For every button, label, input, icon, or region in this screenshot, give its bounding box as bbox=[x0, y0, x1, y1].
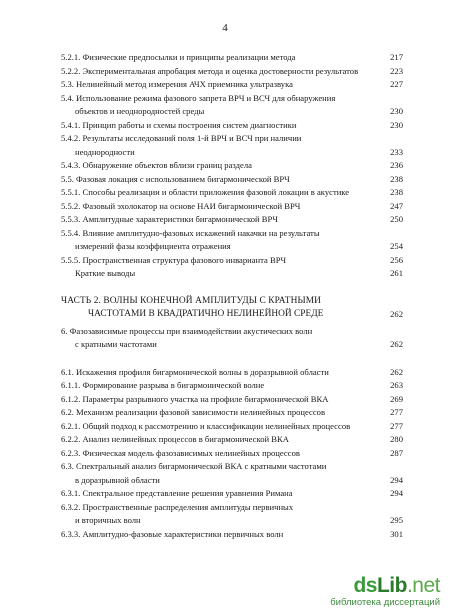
toc-entry-page: 238 bbox=[390, 173, 403, 184]
toc-entry-title: 5.4. Использование режима фазового запрета ВРЧ и ВСЧ для обнаружения bbox=[61, 92, 336, 103]
toc-entry-page: 230 bbox=[390, 119, 403, 130]
toc-entry-title: 6.1.1. Формирование разрыва в бигармонической волне bbox=[61, 380, 265, 390]
toc-entry-title: 5.2.1. Физические предпосылки и принципы реализации метода bbox=[61, 52, 296, 62]
toc-entry-title: 5.4.2. Результаты исследований поля 1-й ВРЧ и ВСЧ при наличии bbox=[61, 133, 302, 143]
toc-entry-summary bbox=[0, 267, 450, 281]
watermark-logo-lib: Lib bbox=[376, 574, 407, 597]
toc-entry-page: 277 bbox=[390, 407, 403, 417]
toc-entry-continuation bbox=[0, 146, 450, 160]
toc-entry-page: 233 bbox=[390, 146, 403, 157]
table-of-contents bbox=[0, 51, 450, 541]
toc-entry-page: 262 bbox=[390, 309, 403, 319]
toc-entry bbox=[0, 51, 450, 65]
toc-entry bbox=[0, 173, 450, 187]
toc-entry-page: 256 bbox=[390, 254, 403, 265]
toc-entry bbox=[0, 92, 450, 106]
page-number: 4 bbox=[222, 22, 228, 34]
toc-entry-title: объектов и неоднородностей среды bbox=[75, 106, 205, 116]
toc-entry-title: ЧАСТОТАМИ В КВАДРАТИЧНО НЕЛИНЕЙНОЙ СРЕДЕ bbox=[88, 309, 324, 319]
spacer bbox=[0, 281, 450, 295]
toc-entry bbox=[0, 501, 450, 515]
toc-entry-title: 6.3.3. Амплитудно-фазовые характеристики первичных волн bbox=[61, 528, 284, 539]
toc-chapter bbox=[0, 325, 450, 339]
toc-entry bbox=[0, 379, 450, 393]
toc-entry-title: Краткие выводы bbox=[75, 268, 136, 278]
toc-entry-title: 5.5.2. Фазовый эхолокатор на основе НАИ бигармонической ВРЧ bbox=[61, 200, 301, 211]
toc-entry-title: 5.4.1. Принцип работы и схемы построения систем диагностики bbox=[61, 119, 297, 130]
toc-entry-title: с кратными частотами bbox=[75, 339, 157, 349]
toc-entry bbox=[0, 132, 450, 146]
toc-entry-title: и вторичных волн bbox=[75, 515, 141, 525]
toc-entry-continuation bbox=[0, 474, 450, 488]
toc-entry-title: 5.5.3. Амплитудные характеристики бигармонической ВРЧ bbox=[61, 214, 278, 224]
toc-entry bbox=[0, 213, 450, 227]
toc-entry bbox=[0, 159, 450, 173]
toc-entry-page: 250 bbox=[390, 214, 403, 224]
toc-entry-page: 223 bbox=[390, 65, 403, 76]
toc-entry-title: 6.1. Искажения профиля бигармонической волны в доразрывной области bbox=[61, 366, 329, 377]
spacer bbox=[0, 352, 450, 366]
toc-entry-page: 227 bbox=[390, 79, 403, 89]
toc-entry-page: 230 bbox=[390, 106, 403, 116]
toc-entry-page: 280 bbox=[390, 434, 403, 444]
toc-entry-page: 238 bbox=[390, 187, 403, 197]
toc-entry-page: 261 bbox=[390, 268, 403, 278]
toc-entry-page: 269 bbox=[390, 393, 403, 404]
toc-entry bbox=[0, 433, 450, 447]
toc-entry-title: 6.3.2. Пространственные распределения амплитуды первичных bbox=[61, 501, 294, 512]
toc-entry-title: неоднородности bbox=[75, 146, 135, 157]
toc-entry bbox=[0, 420, 450, 434]
toc-entry bbox=[0, 186, 450, 200]
watermark-logo-net: .net bbox=[406, 574, 440, 597]
toc-entry-title: 5.5. Фазовая локация с использованием бигармонической ВРЧ bbox=[61, 173, 290, 184]
toc-entry-page: 301 bbox=[390, 528, 403, 539]
toc-entry bbox=[0, 393, 450, 407]
toc-entry-title: 6.1.2. Параметры разрывного участка на профиле бигармонической ВКА bbox=[61, 393, 329, 404]
toc-entry bbox=[0, 200, 450, 214]
toc-entry bbox=[0, 366, 450, 380]
toc-entry-page: 254 bbox=[390, 241, 403, 251]
toc-entry bbox=[0, 528, 450, 542]
watermark-logo-ds: ds bbox=[353, 574, 377, 597]
toc-entry-page: 294 bbox=[390, 474, 403, 485]
toc-entry-title: 6.2.3. Физическая модель фазозависимых нелинейных процессов bbox=[61, 447, 300, 458]
toc-entry-title: 6.3.1. Спектральное представление решения уравнения Римана bbox=[61, 488, 293, 498]
toc-entry-page: 217 bbox=[390, 52, 403, 62]
toc-entry bbox=[0, 487, 450, 501]
toc-entry-title: 6.2. Механизм реализации фазовой зависимости нелинейных процессов bbox=[61, 407, 326, 417]
site-watermark bbox=[330, 575, 440, 608]
toc-entry-title: 5.3. Нелинейный метод измерения АЧХ приемника ультразвука bbox=[61, 79, 293, 89]
toc-entry-title: 6.2.2. Анализ нелинейных процессов в бигармонической ВКА bbox=[61, 434, 289, 444]
toc-part-heading-continuation bbox=[0, 308, 450, 322]
toc-entry-continuation bbox=[0, 240, 450, 254]
toc-part-heading bbox=[0, 295, 450, 309]
toc-entry-title: 5.4.3. Обнаружение объектов вблизи границ раздела bbox=[61, 160, 252, 170]
toc-entry-title: 5.5.5. Пространственная структура фазового инварианта ВРЧ bbox=[61, 254, 287, 265]
watermark-tagline: библиотека диссертаций bbox=[330, 597, 440, 608]
toc-entry bbox=[0, 119, 450, 133]
toc-entry-title: 5.5.1. Способы реализации и области приложения фазовой локации в акустике bbox=[61, 187, 350, 197]
toc-entry bbox=[0, 460, 450, 474]
toc-entry bbox=[0, 447, 450, 461]
toc-entry-title: 5.5.4. Влияние амплитудно-фазовых искажений накачки на результаты bbox=[61, 227, 320, 238]
toc-entry-page: 262 bbox=[390, 339, 403, 349]
toc-entry bbox=[0, 254, 450, 268]
toc-entry-title: 6.2.1. Общий подход к рассмотрению и классификации нелинейных процессов bbox=[61, 420, 351, 431]
watermark-logo bbox=[330, 575, 440, 597]
toc-entry-title: в доразрывной области bbox=[75, 474, 160, 485]
toc-entry-page: 294 bbox=[390, 488, 403, 498]
toc-entry-continuation bbox=[0, 105, 450, 119]
toc-entry-title: ЧАСТЬ 2. ВОЛНЫ КОНЕЧНОЙ АМПЛИТУДЫ С КРАТНЫМИ bbox=[61, 295, 322, 306]
toc-entry-title: измерений фазы коэффициента отражения bbox=[75, 241, 231, 251]
toc-entry bbox=[0, 227, 450, 241]
toc-entry-title: 5.2.2. Экспериментальная апробация метода и оценка достоверности результатов bbox=[61, 65, 359, 76]
toc-entry-page: 247 bbox=[390, 200, 403, 211]
toc-entry-continuation bbox=[0, 514, 450, 528]
toc-chapter-continuation bbox=[0, 338, 450, 352]
toc-entry-title: 6. Фазозависимые процессы при взаимодействии акустических волн bbox=[61, 325, 313, 336]
toc-entry bbox=[0, 65, 450, 79]
toc-entry-page: 277 bbox=[390, 420, 403, 431]
toc-entry-page: 236 bbox=[390, 160, 403, 170]
toc-entry-page: 287 bbox=[390, 447, 403, 458]
toc-entry-page: 263 bbox=[390, 380, 403, 390]
toc-entry-title: 6.3. Спектральный анализ бигармонической ВКА с кратными частотами bbox=[61, 461, 327, 471]
toc-entry bbox=[0, 406, 450, 420]
toc-entry-page: 262 bbox=[390, 366, 403, 377]
toc-entry-page: 295 bbox=[390, 515, 403, 525]
toc-entry bbox=[0, 78, 450, 92]
